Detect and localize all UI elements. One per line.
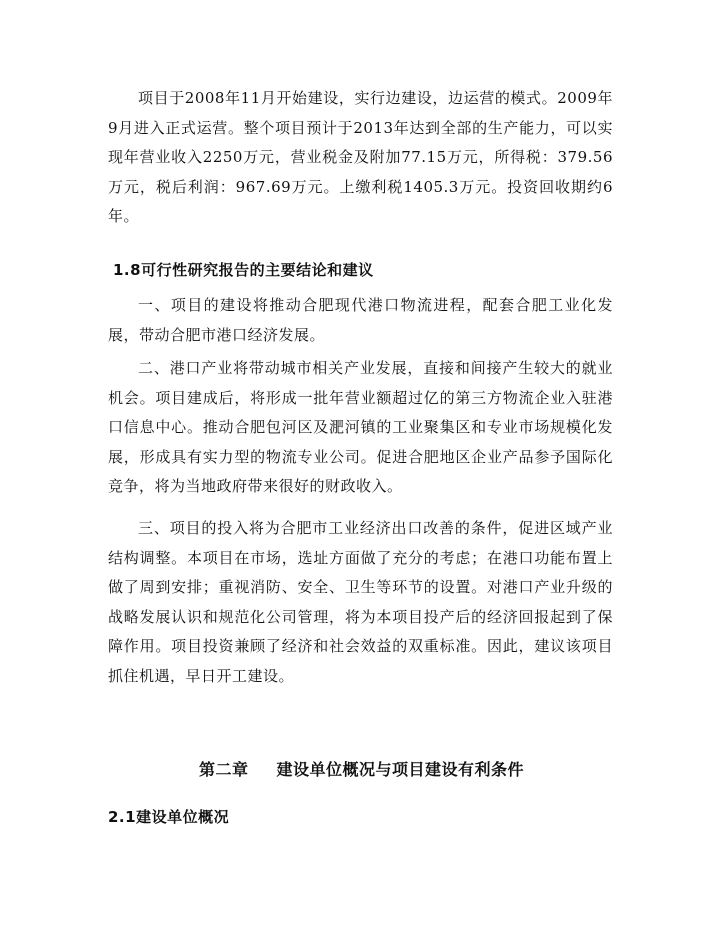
section-heading-2-1: 2.1建设单位概况 — [108, 808, 230, 826]
conclusion-paragraph-2: 二、港口产业将带动城市相关产业发展，直接和间接产生较大的就业机会。项目建成后，将形成一批年营业额超过亿的第三方物流企业入驻港口信息中心。推动合肥包河区及淝河镇的工业聚集区和专业市场规模化发展，形成具有实力型的物流专业公司。促进合肥地区企业产品参予国际化竞争，将为当地政府带来很好的财政收入。 — [108, 359, 613, 495]
conclusion-paragraph-3: 三、项目的投入将为合肥市工业经济出口改善的条件，促进区域产业结构调整。本项目在市场，选址方面做了充分的考虑；在港口功能布置上做了周到安排；重视消防、安全、卫生等环节的设置。对港口产业升级的战略发展认识和规范化公司管理，将为本项目投产后的经济回报起到了保障作用。项目投资兼顾了经济和社会效益的双重标准。因此，建议该项目抓住机遇，早日开工建设。 — [108, 519, 613, 685]
chapter-number: 第二章 — [198, 760, 249, 779]
chapter-heading — [0, 757, 723, 780]
section-heading-1-8: 1.8可行性研究报告的主要结论和建议 — [113, 261, 374, 279]
conclusion-paragraph-1: 一、项目的建设将推动合肥现代港口物流进程，配套合肥工业化发展，带动合肥市港口经济发展。 — [108, 296, 613, 344]
chapter-title: 建设单位概况与项目建设有利条件 — [276, 760, 525, 779]
intro-paragraph: 项目于2008年11月开始建设，实行边建设，边运营的模式。2009年9月进入正式运营。整个项目预计于2013年达到全部的生产能力，可以实现年营业收入2250万元，营业税金及附加77.15万元，所得税：379.56万元，税后利润：967.69万元。上缴利税1405.3万元。投资回收期约6年。 — [108, 89, 613, 225]
